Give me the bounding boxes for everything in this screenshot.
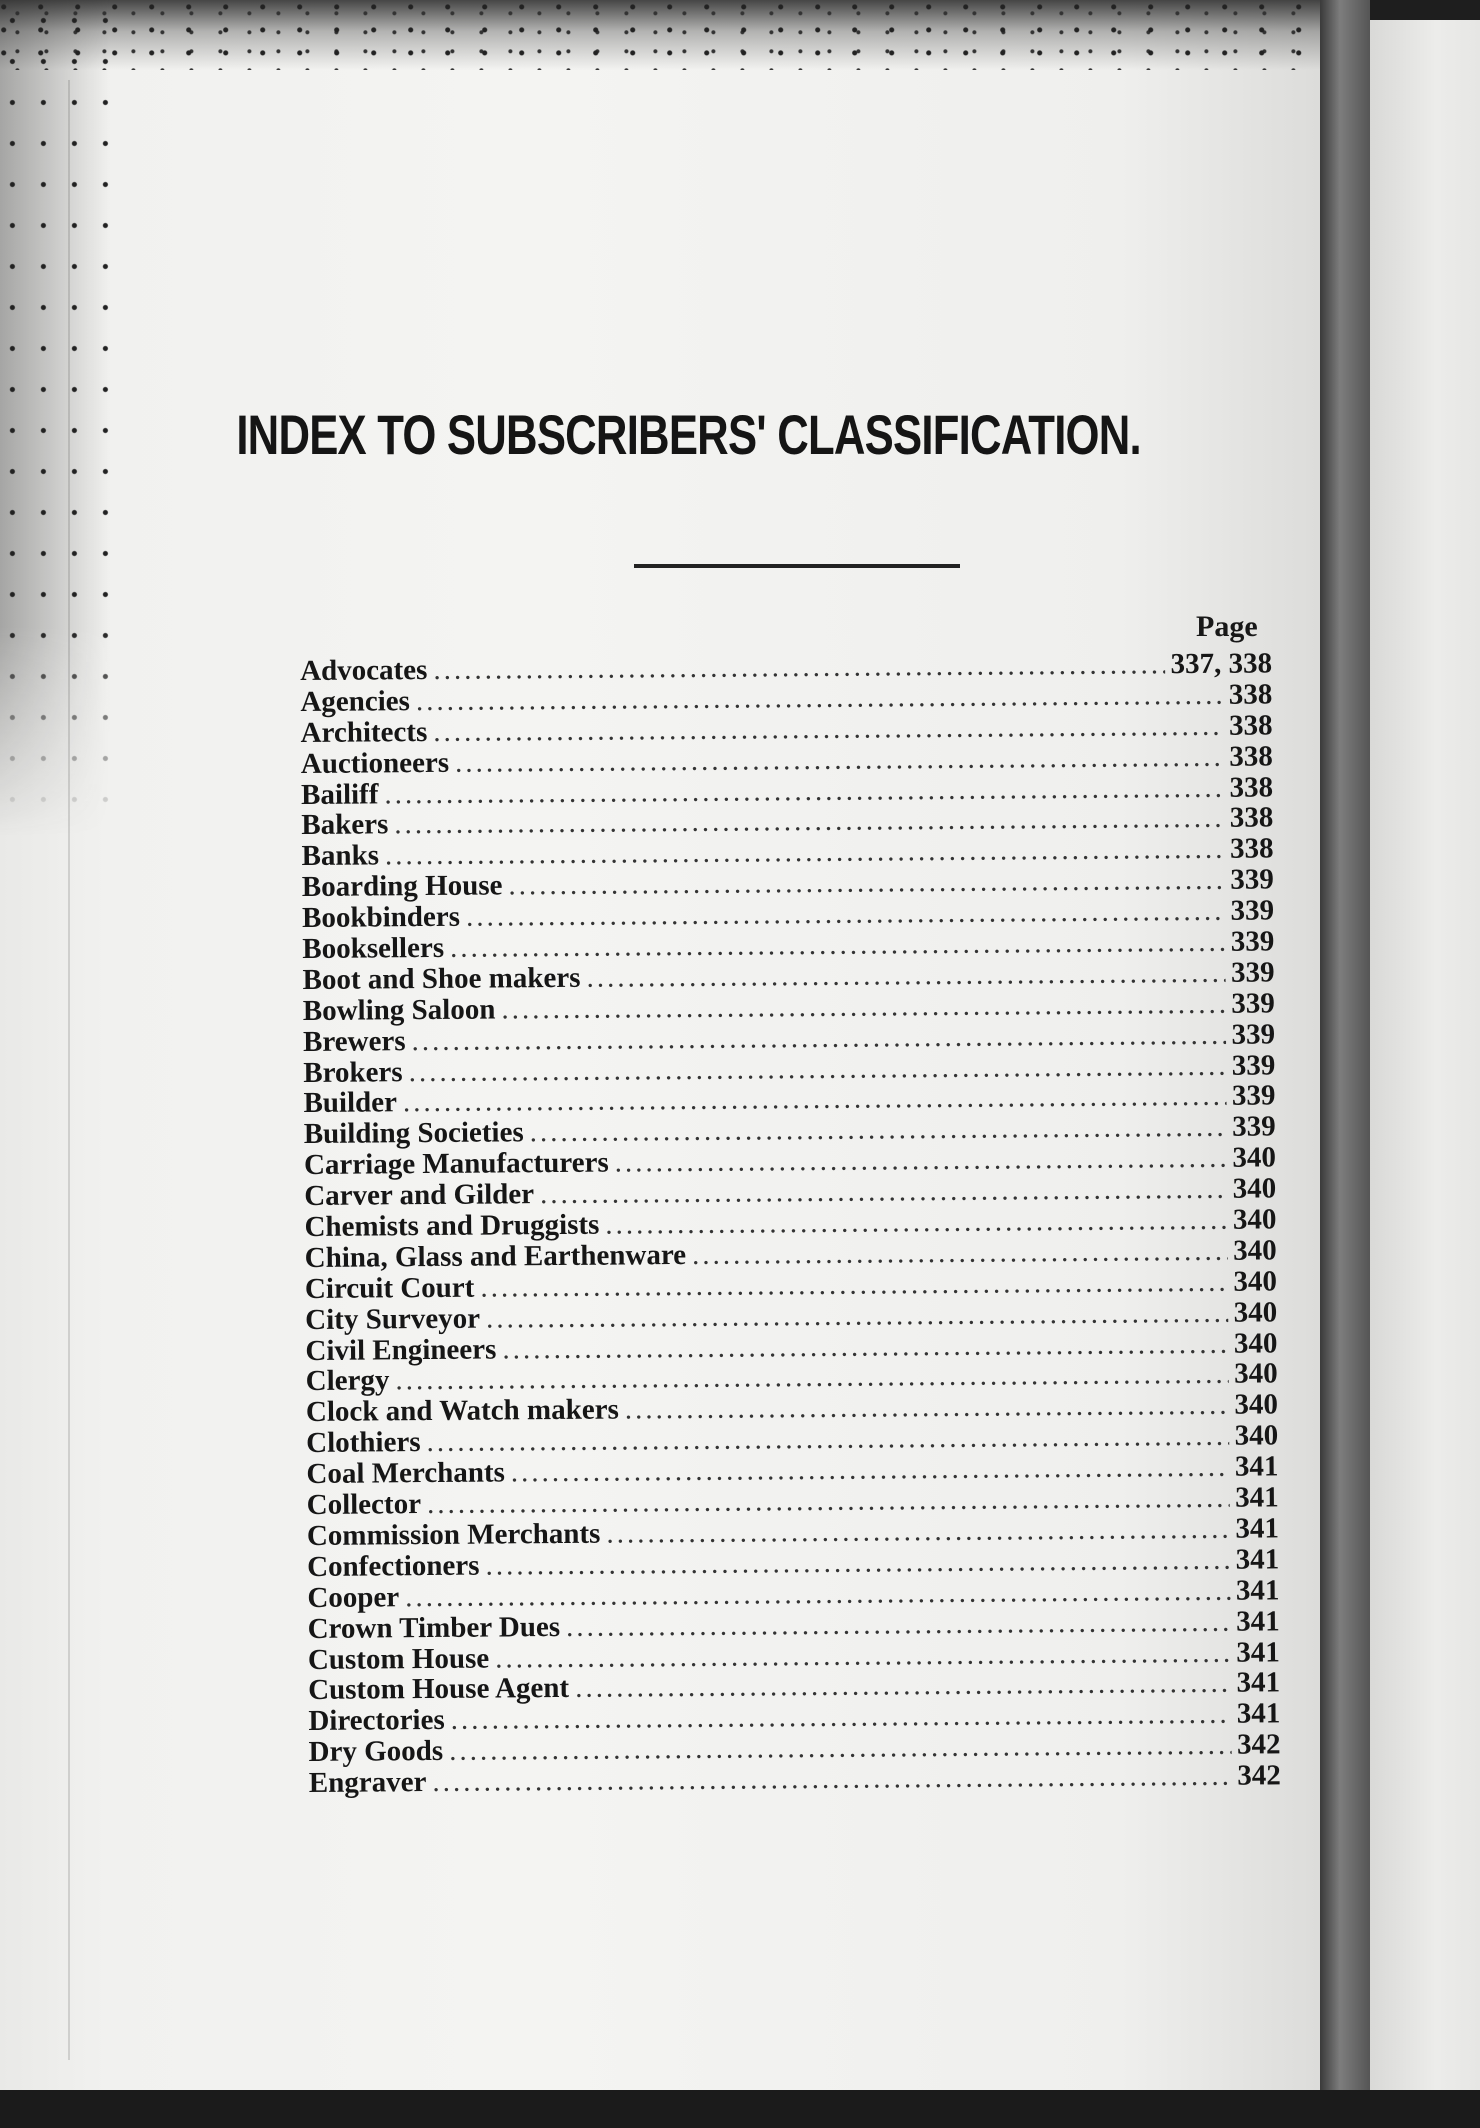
- entry-page-number: 340: [1233, 1326, 1278, 1360]
- entry-name: Builder: [303, 1086, 398, 1120]
- entry-page-number: 338: [1229, 801, 1274, 835]
- index-list: [300, 647, 1281, 1798]
- entry-page-number: 340: [1233, 1296, 1278, 1329]
- page-column-heading: Page: [1196, 610, 1258, 643]
- entry-name: Architects: [300, 715, 428, 749]
- entry-page-number: 340: [1232, 1172, 1277, 1205]
- entry-name: Clock and Watch makers: [305, 1393, 619, 1429]
- entry-page-number: 337, 338: [1170, 647, 1273, 681]
- entry-name: Bowling Saloon: [302, 993, 496, 1027]
- entry-page-number: 341: [1235, 1481, 1279, 1514]
- scan-border: [0, 2090, 1480, 2128]
- entry-name: Commission Merchants: [306, 1517, 601, 1552]
- entry-page-number: 340: [1234, 1388, 1279, 1422]
- entry-name: Collector: [306, 1488, 422, 1522]
- entry-page-number: 339: [1230, 956, 1275, 989]
- entry-page-number: 338: [1228, 678, 1273, 711]
- index-entry: [309, 1759, 1281, 1798]
- entry-page-number: 340: [1233, 1265, 1278, 1298]
- entry-page-number: 341: [1234, 1450, 1279, 1483]
- entry-page-number: 339: [1230, 925, 1275, 958]
- entry-page-number: 341: [1235, 1543, 1280, 1576]
- book-gutter: [1320, 0, 1370, 2128]
- entry-page-number: 341: [1235, 1512, 1280, 1545]
- title-rule: [634, 564, 960, 568]
- entry-name: Boarding House: [301, 869, 503, 904]
- entry-name: Civil Engineers: [305, 1333, 497, 1367]
- entry-name: Booksellers: [302, 931, 445, 966]
- entry-page-number: 339: [1230, 894, 1275, 927]
- entry-page-number: 339: [1231, 987, 1275, 1020]
- entry-name: Chemists and Druggists: [304, 1208, 600, 1244]
- entry-name: Confectioners: [307, 1549, 480, 1583]
- entry-name: Bailiff: [300, 777, 379, 811]
- entry-name: Boot and Shoe makers: [302, 961, 581, 996]
- entry-page-number: 341: [1236, 1697, 1281, 1730]
- entry-page-number: 339: [1231, 1048, 1276, 1082]
- entry-page-number: 341: [1235, 1604, 1280, 1638]
- entry-name: Circuit Court: [304, 1271, 475, 1305]
- entry-name: Auctioneers: [300, 746, 450, 780]
- entry-name: China, Glass and Earthenware: [304, 1238, 687, 1274]
- entry-name: Crown Timber Dues: [307, 1610, 561, 1645]
- entry-page-number: 338: [1229, 740, 1273, 773]
- entry-page-number: 339: [1231, 1018, 1276, 1051]
- entry-name: Engraver: [308, 1766, 427, 1800]
- entry-name: Building Societies: [303, 1116, 524, 1151]
- entry-page-number: 342: [1236, 1728, 1281, 1761]
- entry-page-number: 338: [1229, 832, 1274, 866]
- entry-page-number: 340: [1232, 1141, 1277, 1174]
- entry-page-number: 340: [1232, 1203, 1277, 1236]
- page-fold-line: [68, 80, 70, 2060]
- entry-page-number: 338: [1228, 709, 1273, 742]
- entry-name: Dry Goods: [308, 1735, 444, 1769]
- entry-name: Advocates: [300, 654, 428, 687]
- entry-name: Bakers: [301, 808, 389, 842]
- entry-page-number: 338: [1229, 770, 1274, 804]
- entry-name: Custom House Agent: [308, 1672, 570, 1707]
- entry-page-number: 340: [1234, 1357, 1278, 1391]
- facing-page-edge: [1370, 20, 1480, 2090]
- entry-name: Custom House: [307, 1642, 490, 1676]
- entry-page-number: 341: [1235, 1574, 1280, 1607]
- entry-page-number: 339: [1230, 863, 1274, 896]
- entry-name: Clergy: [305, 1364, 390, 1398]
- entry-name: Clothiers: [306, 1426, 421, 1460]
- entry-name: Coal Merchants: [306, 1456, 505, 1491]
- entry-name: Cooper: [307, 1580, 400, 1614]
- entry-name: Brewers: [302, 1024, 406, 1058]
- entry-page-number: 342: [1237, 1759, 1281, 1792]
- entry-name: Carriage Manufacturers: [303, 1146, 609, 1182]
- entry-page-number: 339: [1231, 1079, 1276, 1113]
- entry-page-number: 341: [1236, 1635, 1280, 1669]
- entry-name: Carver and Gilder: [304, 1178, 535, 1213]
- entry-name: Banks: [301, 839, 380, 873]
- page-title: INDEX TO SUBSCRIBERS' CLASSIFICATION.: [236, 403, 1141, 466]
- entry-name: Bookbinders: [301, 900, 461, 935]
- entry-page-number: 341: [1236, 1666, 1281, 1700]
- entry-page-number: 339: [1232, 1110, 1276, 1144]
- entry-name: Brokers: [303, 1055, 403, 1089]
- entry-page-number: 340: [1234, 1419, 1279, 1452]
- entry-name: City Surveyor: [305, 1302, 481, 1336]
- entry-page-number: 340: [1233, 1234, 1277, 1267]
- entry-name: Directories: [308, 1704, 445, 1738]
- dot-leader: [432, 1760, 1231, 1799]
- entry-name: Agencies: [300, 685, 411, 718]
